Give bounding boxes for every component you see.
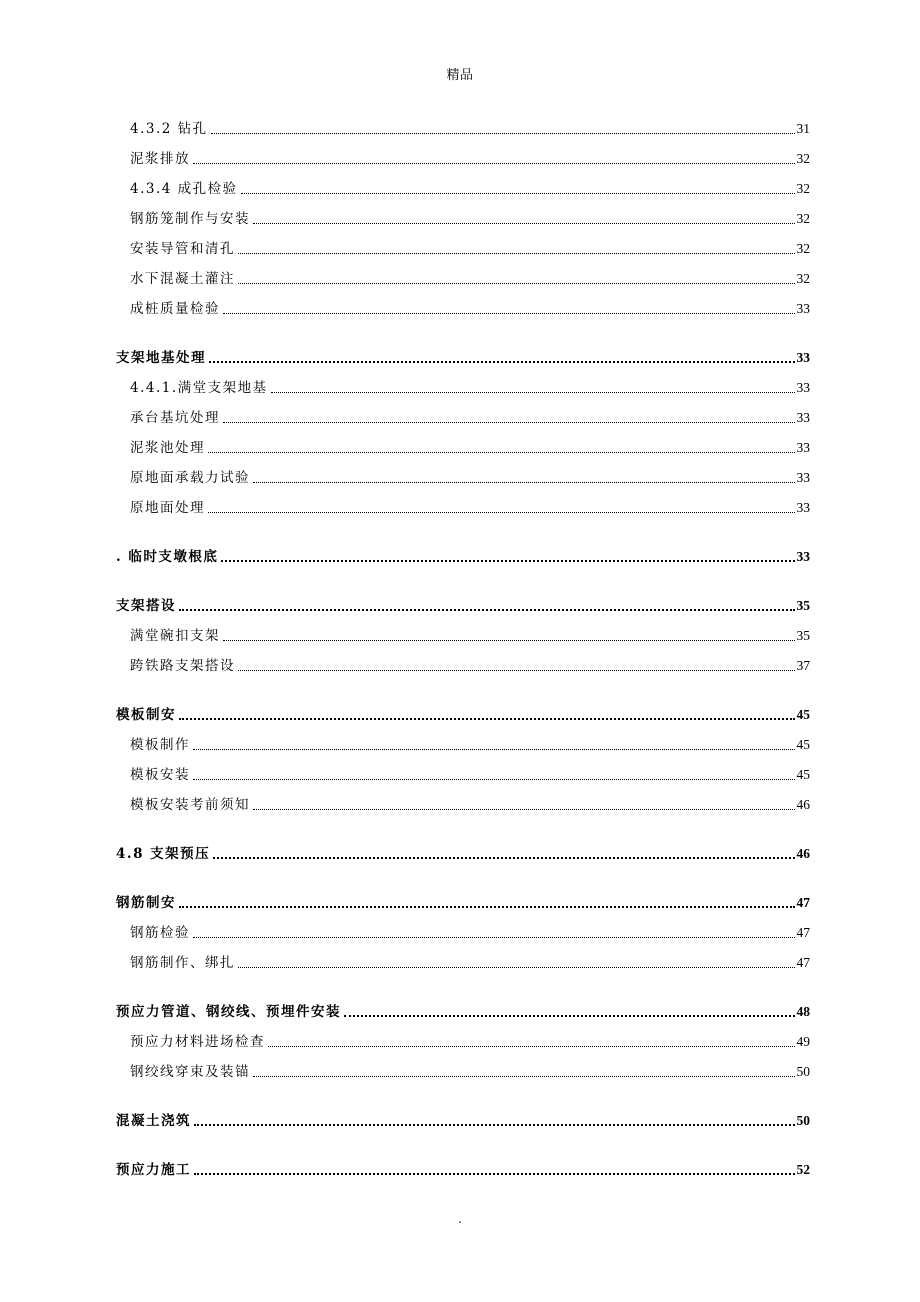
toc-entry[interactable] [116,698,810,728]
toc-entry-page: 32 [796,271,810,286]
toc-entry-title: 泥浆排放 [130,151,190,167]
dot-leader [179,906,795,908]
toc-entry[interactable] [116,837,810,867]
dot-leader [253,809,795,810]
toc-entry[interactable] [116,292,810,322]
dot-leader [253,482,795,483]
toc-entry-page: 33 [796,410,810,425]
dot-leader [223,422,795,423]
toc-entry-title: 支架搭设 [116,598,176,614]
toc-entry-title: 4.3.4 成孔检验 [130,181,238,197]
toc-entry[interactable] [116,619,810,649]
toc-entry-title: 安装导管和清孔 [130,241,235,257]
toc-entry[interactable] [116,788,810,818]
toc-entry-page: 45 [796,737,810,752]
toc-entry-title: 钢筋制安 [116,895,176,911]
dot-leader [223,640,795,641]
toc-entry-title: 4.3.2 钻孔 [130,121,208,137]
toc-entry-page: 48 [796,1004,810,1019]
toc-entry-title: 模板安装 [130,767,190,783]
toc-entry-title: 原地面处理 [130,500,205,516]
toc-entry-title: 水下混凝土灌注 [130,271,235,287]
dot-leader [179,609,795,611]
toc-entry[interactable] [116,540,810,570]
dot-leader [238,283,795,284]
toc-entry[interactable] [116,886,810,916]
toc-entry-page: 32 [796,211,810,226]
toc-entry[interactable] [116,341,810,371]
toc-entry-title: 承台基坑处理 [130,410,220,426]
toc-entry-title: 泥浆池处理 [130,440,205,456]
toc-entry-title: 混凝土浇筑 [116,1113,191,1129]
toc-entry-page: 33 [796,549,810,564]
toc-entry-page: 33 [796,380,810,395]
toc-entry-title: 成桩质量检验 [130,301,220,317]
toc-entry-page: 45 [796,707,810,722]
toc-entry[interactable] [116,172,810,202]
toc-entry[interactable] [116,142,810,172]
toc-entry[interactable] [116,401,810,431]
toc-entry[interactable] [116,1153,810,1183]
toc-entry-page: 32 [796,151,810,166]
toc-entry-title: 模板制安 [116,707,176,723]
page-header: 精品 [446,68,474,83]
toc-entry[interactable] [116,202,810,232]
toc-entry[interactable] [116,916,810,946]
page-footer: . [458,1212,462,1226]
dot-leader [193,163,795,164]
toc-entry[interactable] [116,262,810,292]
toc-entry-page: 35 [796,628,810,643]
toc-entry[interactable] [116,589,810,619]
dot-leader [253,223,795,224]
toc-entry-title: 4.4.1.满堂支架地基 [130,380,268,396]
toc-entry-page: 31 [796,121,810,136]
toc-entry[interactable] [116,1055,810,1085]
dot-leader [344,1015,795,1017]
dot-leader [208,512,795,513]
toc-entry[interactable] [116,1104,810,1134]
toc-entry[interactable] [116,728,810,758]
dot-leader [238,253,795,254]
toc-entry-page: 33 [796,470,810,485]
table-of-contents [116,112,810,1183]
toc-entry-page: 33 [796,350,810,365]
dot-leader [208,452,795,453]
toc-entry[interactable] [116,431,810,461]
toc-entry[interactable] [116,232,810,262]
dot-leader [193,749,795,750]
toc-entry-page: 45 [796,767,810,782]
toc-entry-page: 50 [796,1064,810,1079]
toc-entry-page: 49 [796,1034,810,1049]
toc-entry-title: 钢绞线穿束及装锚 [130,1064,250,1080]
toc-entry-title: 钢筋笼制作与安装 [130,211,250,227]
dot-leader [221,560,794,562]
toc-entry-title: 预应力施工 [116,1162,191,1178]
dot-leader [271,392,795,393]
toc-entry-title: . 临时支墩根底 [116,549,219,565]
dot-leader [193,937,795,938]
toc-entry-page: 52 [796,1162,810,1177]
toc-entry-page: 35 [796,598,810,613]
dot-leader [253,1076,795,1077]
dot-leader [238,967,795,968]
toc-entry-page: 46 [796,846,810,861]
toc-entry[interactable] [116,371,810,401]
dot-leader [241,193,795,194]
toc-entry-title: 原地面承载力试验 [130,470,250,486]
toc-entry[interactable] [116,758,810,788]
toc-entry-title: 模板制作 [130,737,190,753]
dot-leader [194,1124,795,1126]
toc-entry[interactable] [116,1025,810,1055]
toc-entry-page: 47 [796,925,810,940]
toc-entry-title: 跨铁路支架搭设 [130,658,235,674]
dot-leader [179,718,795,720]
toc-entry-page: 47 [796,955,810,970]
dot-leader [213,857,794,859]
toc-entry-page: 32 [796,241,810,256]
toc-entry-page: 32 [796,181,810,196]
toc-entry-page: 33 [796,500,810,515]
toc-entry[interactable] [116,995,810,1025]
toc-entry[interactable] [116,491,810,521]
dot-leader [209,361,795,363]
toc-entry-page: 50 [796,1113,810,1128]
toc-entry-title: 支架地基处理 [116,350,206,366]
dot-leader [268,1046,795,1047]
toc-entry-title: 预应力材料进场检查 [130,1034,265,1050]
toc-entry-title: 满堂碗扣支架 [130,628,220,644]
toc-entry-title: 4.8 支架预压 [116,846,211,862]
toc-entry-page: 46 [796,797,810,812]
toc-entry-title: 钢筋制作、绑扎 [130,955,235,971]
toc-entry-page: 47 [796,895,810,910]
toc-entry[interactable] [116,649,810,679]
toc-entry-page: 33 [796,440,810,455]
dot-leader [211,133,795,134]
toc-entry-title: 模板安装考前须知 [130,797,250,813]
toc-entry[interactable] [116,946,810,976]
dot-leader [193,779,795,780]
toc-entry-page: 37 [796,658,810,673]
toc-entry-title: 预应力管道、钢绞线、预埋件安装 [116,1004,341,1020]
dot-leader [194,1173,795,1175]
toc-entry-page: 33 [796,301,810,316]
toc-entry-title: 钢筋检验 [130,925,190,941]
toc-entry[interactable] [116,461,810,491]
dot-leader [238,670,795,671]
dot-leader [223,313,795,314]
toc-entry[interactable] [116,112,810,142]
